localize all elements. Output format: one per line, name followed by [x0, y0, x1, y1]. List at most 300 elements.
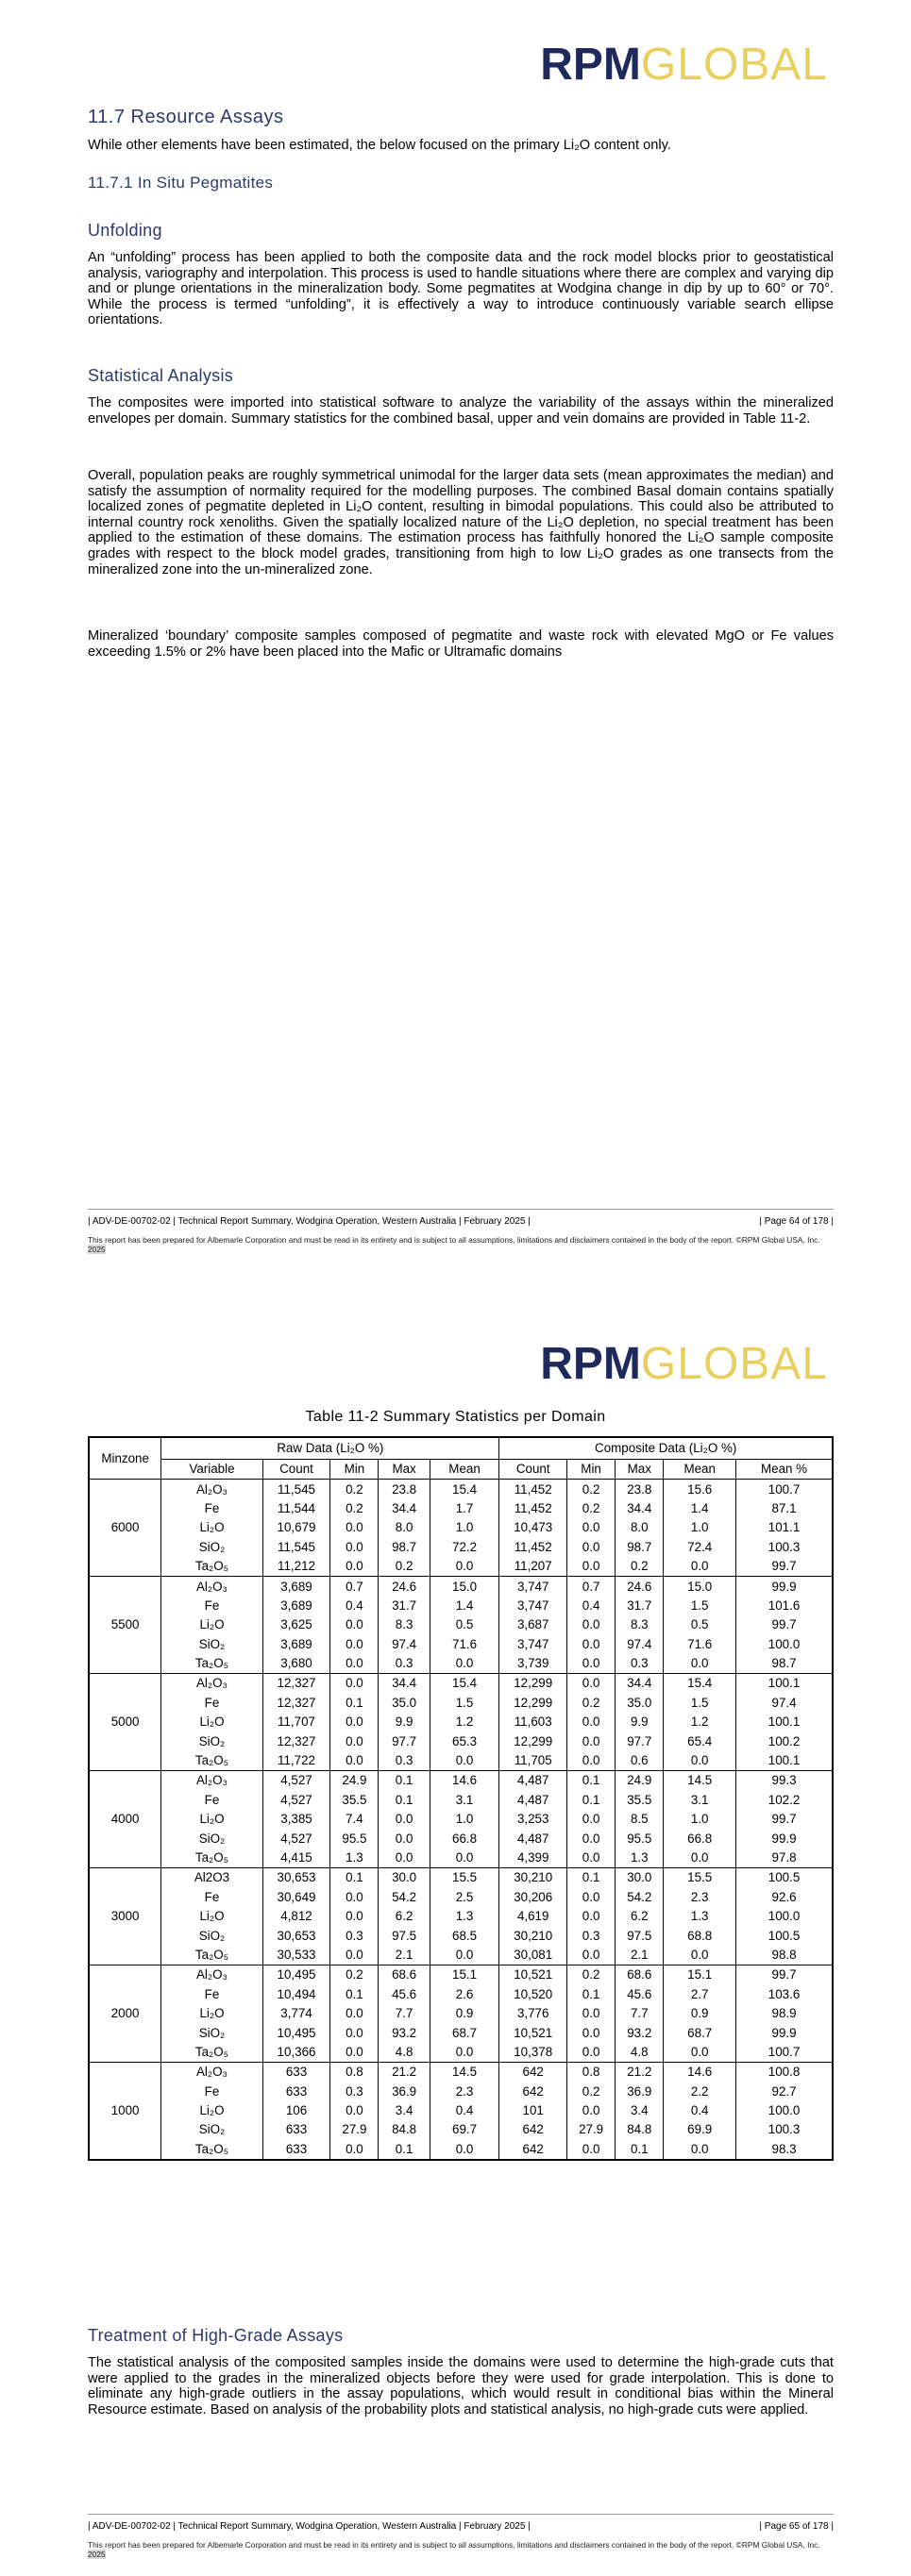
footer-document-info: | ADV-DE-00702-02 | Technical Report Summary, Wodgina Operation, Western Australia | February 2025 |	[88, 2521, 531, 2532]
header-minzone: Minzone	[89, 1437, 161, 1480]
cell-raw-max: 24.6	[379, 1577, 430, 1597]
cell-comp-count: 11,452	[499, 1480, 567, 1499]
cell-comp-mean: 14.6	[664, 2063, 736, 2083]
cell-mean-percent: 100.1	[736, 1674, 833, 1694]
cell-raw-mean: 15.1	[430, 1965, 499, 1985]
cell-raw-max: 35.0	[379, 1694, 430, 1713]
cell-raw-max: 34.4	[379, 1499, 430, 1518]
cell-comp-max: 0.2	[616, 1557, 664, 1577]
table-row	[89, 1907, 833, 1926]
cell-raw-count: 11,544	[262, 1499, 330, 1518]
cell-raw-count: 30,653	[262, 1868, 330, 1888]
cell-raw-max: 93.2	[379, 2023, 430, 2042]
cell-raw-mean: 3.1	[430, 1791, 499, 1810]
cell-raw-min: 0.0	[330, 1557, 379, 1577]
cell-comp-count: 12,299	[499, 1731, 567, 1750]
minzone-cell: 4000	[89, 1771, 161, 1868]
cell-variable: SiO₂	[161, 1538, 262, 1557]
cell-comp-mean: 72.4	[664, 1538, 736, 1557]
cell-raw-min: 0.1	[330, 1694, 379, 1713]
cell-comp-count: 3,739	[499, 1654, 567, 1674]
cell-comp-count: 12,299	[499, 1674, 567, 1694]
disclaimer-text: This report has been prepared for Albemarle Corporation and must be read in its entirety and is subject to all assumptions, limitations and disclaimers contained in the body of the report. ©RPM Global USA, Inc.	[88, 1235, 820, 1245]
cell-comp-count: 642	[499, 2083, 567, 2101]
table-row	[89, 1731, 833, 1750]
cell-mean-percent: 87.1	[736, 1499, 833, 1518]
cell-comp-mean: 1.4	[664, 1499, 736, 1518]
cell-raw-min: 0.0	[330, 1731, 379, 1750]
cell-comp-count: 3,747	[499, 1577, 567, 1597]
cell-comp-max: 8.5	[616, 1810, 664, 1829]
cell-raw-max: 4.8	[379, 2043, 430, 2063]
cell-raw-count: 3,625	[262, 1615, 330, 1634]
cell-raw-min: 0.0	[330, 1518, 379, 1537]
cell-raw-mean: 0.4	[430, 2101, 499, 2120]
cell-raw-count: 4,527	[262, 1829, 330, 1848]
cell-raw-mean: 0.0	[430, 1751, 499, 1771]
cell-comp-count: 10,521	[499, 1965, 567, 1985]
cell-raw-mean: 15.0	[430, 1577, 499, 1597]
cell-raw-mean: 0.9	[430, 2004, 499, 2023]
cell-raw-min: 0.7	[330, 1577, 379, 1597]
cell-mean-percent: 101.6	[736, 1597, 833, 1615]
cell-comp-min: 0.0	[567, 1751, 616, 1771]
cell-comp-max: 23.8	[616, 1480, 664, 1499]
cell-comp-mean: 1.2	[664, 1713, 736, 1731]
table-row	[89, 1771, 833, 1791]
cell-mean-percent: 99.9	[736, 1577, 833, 1597]
cell-comp-mean: 2.2	[664, 2083, 736, 2101]
table-row	[89, 1577, 833, 1597]
high-grade-paragraph: The statistical analysis of the composited samples inside the domains were used to determine the high-grade cuts that were applied to the grades in the mineralized objects before they were used for grade interpolation. This is done to eliminate any high-grade outliers in the assay populations, which would result in conditional bias within the Mineral Resource estimate. Based on analysis of the probability plots and statistical analysis, no high-grade cuts were applied.	[88, 2355, 834, 2417]
cell-raw-max: 7.7	[379, 2004, 430, 2023]
cell-variable: Ta₂O₅	[161, 1654, 262, 1674]
cell-raw-mean: 15.4	[430, 1674, 499, 1694]
cell-raw-mean: 66.8	[430, 1829, 499, 1848]
table-row	[89, 1674, 833, 1694]
cell-comp-min: 0.7	[567, 1577, 616, 1597]
cell-mean-percent: 100.3	[736, 2120, 833, 2139]
header-variable: Variable	[161, 1460, 262, 1480]
cell-raw-mean: 65.3	[430, 1731, 499, 1750]
statistical-paragraph-1: The composites were imported into statistical software to analyze the variability of the assays within the mineralized envelopes per domain. Summary statistics for the combined basal, upper and vein domains are provided in Table 11-2.	[88, 395, 834, 427]
table-row	[89, 2140, 833, 2160]
cell-mean-percent: 100.8	[736, 2063, 833, 2083]
cell-raw-min: 0.2	[330, 1499, 379, 1518]
cell-mean-percent: 92.6	[736, 1888, 833, 1907]
cell-comp-max: 24.9	[616, 1771, 664, 1791]
table-row	[89, 1480, 833, 1499]
footer-disclaimer	[88, 1235, 834, 1254]
cell-raw-count: 4,527	[262, 1771, 330, 1791]
cell-raw-mean: 1.0	[430, 1518, 499, 1537]
cell-comp-mean: 1.5	[664, 1694, 736, 1713]
cell-raw-max: 34.4	[379, 1674, 430, 1694]
cell-comp-count: 4,399	[499, 1848, 567, 1868]
cell-comp-min: 0.0	[567, 2043, 616, 2063]
cell-raw-min: 0.0	[330, 1654, 379, 1674]
cell-variable: Fe	[161, 1791, 262, 1810]
cell-raw-max: 0.0	[379, 1810, 430, 1829]
cell-raw-min: 0.2	[330, 1480, 379, 1499]
cell-comp-max: 2.1	[616, 1946, 664, 1965]
table-row	[89, 1926, 833, 1945]
cell-raw-min: 0.0	[330, 1615, 379, 1634]
cell-variable: Li₂O	[161, 1518, 262, 1537]
cell-comp-max: 54.2	[616, 1888, 664, 1907]
cell-comp-mean: 0.0	[664, 1751, 736, 1771]
cell-comp-mean: 15.6	[664, 1480, 736, 1499]
cell-comp-mean: 71.6	[664, 1635, 736, 1654]
cell-raw-mean: 72.2	[430, 1538, 499, 1557]
cell-comp-mean: 1.3	[664, 1907, 736, 1926]
cell-raw-count: 10,366	[262, 2043, 330, 2063]
cell-comp-mean: 3.1	[664, 1791, 736, 1810]
cell-raw-count: 633	[262, 2120, 330, 2139]
cell-comp-count: 3,687	[499, 1615, 567, 1634]
cell-comp-count: 642	[499, 2140, 567, 2160]
cell-raw-count: 10,495	[262, 1965, 330, 1985]
cell-comp-mean: 0.0	[664, 1557, 736, 1577]
cell-raw-mean: 14.5	[430, 2063, 499, 2083]
cell-raw-mean: 1.7	[430, 1499, 499, 1518]
cell-comp-min: 0.3	[567, 1926, 616, 1945]
cell-comp-max: 35.0	[616, 1694, 664, 1713]
cell-comp-mean: 0.9	[664, 2004, 736, 2023]
cell-comp-max: 4.8	[616, 2043, 664, 2063]
cell-raw-mean: 1.0	[430, 1810, 499, 1829]
cell-raw-min: 0.0	[330, 2023, 379, 2042]
cell-comp-mean: 0.0	[664, 1848, 736, 1868]
table-row	[89, 1557, 833, 1577]
cell-comp-max: 97.7	[616, 1731, 664, 1750]
cell-raw-mean: 14.6	[430, 1771, 499, 1791]
cell-variable: Ta₂O₅	[161, 1557, 262, 1577]
cell-raw-max: 23.8	[379, 1480, 430, 1499]
cell-variable: Ta₂O₅	[161, 1751, 262, 1771]
cell-comp-max: 7.7	[616, 2004, 664, 2023]
cell-raw-min: 0.2	[330, 1965, 379, 1985]
table-row	[89, 1635, 833, 1654]
cell-raw-max: 0.1	[379, 1791, 430, 1810]
cell-comp-min: 0.8	[567, 2063, 616, 2083]
cell-comp-mean: 15.4	[664, 1674, 736, 1694]
cell-raw-mean: 0.0	[430, 2140, 499, 2160]
cell-raw-max: 3.4	[379, 2101, 430, 2120]
cell-comp-min: 0.0	[567, 1848, 616, 1868]
cell-comp-max: 30.0	[616, 1868, 664, 1888]
cell-raw-count: 633	[262, 2083, 330, 2101]
cell-comp-count: 642	[499, 2063, 567, 2083]
summary-statistics-table	[88, 1436, 834, 2161]
cell-comp-max: 97.4	[616, 1635, 664, 1654]
minzone-cell: 5500	[89, 1577, 161, 1674]
cell-comp-count: 10,473	[499, 1518, 567, 1537]
header-composite-mean: Mean	[664, 1460, 736, 1480]
cell-raw-min: 1.3	[330, 1848, 379, 1868]
cell-variable: SiO₂	[161, 1731, 262, 1750]
cell-raw-min: 0.0	[330, 1713, 379, 1731]
cell-comp-count: 3,747	[499, 1597, 567, 1615]
cell-mean-percent: 100.1	[736, 1713, 833, 1731]
cell-raw-min: 27.9	[330, 2120, 379, 2139]
cell-raw-max: 98.7	[379, 1538, 430, 1557]
cell-raw-count: 12,327	[262, 1731, 330, 1750]
cell-mean-percent: 99.3	[736, 1771, 833, 1791]
cell-raw-mean: 0.0	[430, 2043, 499, 2063]
cell-comp-max: 24.6	[616, 1577, 664, 1597]
header-max: Max	[379, 1460, 430, 1480]
cell-comp-mean: 0.0	[664, 1946, 736, 1965]
table-row	[89, 1597, 833, 1615]
cell-comp-max: 45.6	[616, 1985, 664, 2004]
cell-comp-min: 0.0	[567, 1615, 616, 1634]
cell-raw-min: 0.1	[330, 1985, 379, 2004]
logo-rpm: RPM	[540, 1339, 641, 1389]
cell-raw-mean: 68.5	[430, 1926, 499, 1945]
cell-comp-max: 68.6	[616, 1965, 664, 1985]
cell-comp-min: 0.0	[567, 1538, 616, 1557]
cell-comp-max: 0.6	[616, 1751, 664, 1771]
cell-raw-max: 2.1	[379, 1946, 430, 1965]
cell-comp-min: 0.1	[567, 1791, 616, 1810]
cell-raw-min: 7.4	[330, 1810, 379, 1829]
cell-raw-min: 0.0	[330, 1538, 379, 1557]
cell-raw-min: 0.0	[330, 1751, 379, 1771]
cell-variable: Li₂O	[161, 1713, 262, 1731]
cell-comp-min: 0.0	[567, 2101, 616, 2120]
cell-comp-mean: 1.5	[664, 1597, 736, 1615]
cell-comp-min: 0.0	[567, 1907, 616, 1926]
cell-comp-max: 84.8	[616, 2120, 664, 2139]
cell-raw-max: 6.2	[379, 1907, 430, 1926]
cell-variable: Fe	[161, 1985, 262, 2004]
cell-mean-percent: 100.7	[736, 1480, 833, 1499]
cell-comp-max: 21.2	[616, 2063, 664, 2083]
cell-raw-max: 0.3	[379, 1751, 430, 1771]
cell-comp-count: 11,603	[499, 1713, 567, 1731]
cell-variable: Li₂O	[161, 1810, 262, 1829]
footer-rule	[88, 1209, 834, 1210]
cell-comp-mean: 2.7	[664, 1985, 736, 2004]
cell-raw-max: 0.0	[379, 1848, 430, 1868]
footer-page-number: | Page 64 of 178 |	[759, 1216, 834, 1227]
cell-comp-min: 0.0	[567, 1713, 616, 1731]
cell-variable: Al₂O₃	[161, 1480, 262, 1499]
cell-comp-max: 35.5	[616, 1791, 664, 1810]
minzone-cell: 1000	[89, 2063, 161, 2160]
footer-disclaimer	[88, 2540, 834, 2559]
cell-raw-min: 0.0	[330, 1907, 379, 1926]
cell-comp-max: 34.4	[616, 1674, 664, 1694]
cell-raw-count: 3,689	[262, 1635, 330, 1654]
cell-comp-count: 101	[499, 2101, 567, 2120]
table-row	[89, 2101, 833, 2120]
footer-document-info: | ADV-DE-00702-02 | Technical Report Summary, Wodgina Operation, Western Australia | February 2025 |	[88, 1216, 531, 1227]
cell-comp-min: 0.0	[567, 1557, 616, 1577]
cell-comp-count: 11,207	[499, 1557, 567, 1577]
cell-comp-count: 30,081	[499, 1946, 567, 1965]
cell-comp-min: 0.1	[567, 1868, 616, 1888]
cell-mean-percent: 100.2	[736, 1731, 833, 1750]
cell-variable: Al2O3	[161, 1868, 262, 1888]
cell-comp-min: 0.0	[567, 1731, 616, 1750]
cell-variable: Ta₂O₅	[161, 1946, 262, 1965]
cell-comp-max: 0.1	[616, 2140, 664, 2160]
cell-raw-mean: 71.6	[430, 1635, 499, 1654]
header-min: Min	[330, 1460, 379, 1480]
cell-raw-min: 0.0	[330, 1946, 379, 1965]
cell-comp-max: 34.4	[616, 1499, 664, 1518]
cell-raw-max: 0.1	[379, 1771, 430, 1791]
cell-comp-mean: 15.5	[664, 1868, 736, 1888]
cell-comp-min: 0.0	[567, 1810, 616, 1829]
cell-raw-count: 106	[262, 2101, 330, 2120]
cell-comp-min: 0.2	[567, 1694, 616, 1713]
cell-raw-count: 10,679	[262, 1518, 330, 1537]
cell-comp-min: 0.2	[567, 1499, 616, 1518]
cell-variable: SiO₂	[161, 1635, 262, 1654]
cell-raw-min: 0.0	[330, 1674, 379, 1694]
cell-raw-count: 30,653	[262, 1926, 330, 1945]
cell-comp-min: 0.0	[567, 1674, 616, 1694]
cell-comp-mean: 1.0	[664, 1518, 736, 1537]
cell-raw-max: 97.5	[379, 1926, 430, 1945]
cell-comp-max: 31.7	[616, 1597, 664, 1615]
footer-rule	[88, 2514, 834, 2515]
cell-mean-percent: 97.8	[736, 1848, 833, 1868]
cell-raw-count: 3,689	[262, 1597, 330, 1615]
cell-comp-count: 642	[499, 2120, 567, 2139]
cell-comp-min: 0.1	[567, 1985, 616, 2004]
cell-comp-count: 10,520	[499, 1985, 567, 2004]
cell-comp-count: 4,487	[499, 1791, 567, 1810]
table-row	[89, 1615, 833, 1634]
cell-mean-percent: 100.5	[736, 1926, 833, 1945]
cell-comp-mean: 0.5	[664, 1615, 736, 1634]
cell-raw-mean: 2.6	[430, 1985, 499, 2004]
cell-comp-min: 0.2	[567, 1480, 616, 1499]
cell-raw-max: 97.4	[379, 1635, 430, 1654]
cell-mean-percent: 98.9	[736, 2004, 833, 2023]
cell-raw-min: 0.0	[330, 1635, 379, 1654]
cell-mean-percent: 99.7	[736, 1615, 833, 1634]
cell-comp-max: 3.4	[616, 2101, 664, 2120]
cell-comp-max: 6.2	[616, 1907, 664, 1926]
cell-mean-percent: 100.3	[736, 1538, 833, 1557]
section-intro: While other elements have been estimated, the below focused on the primary Li₂O content only.	[88, 138, 671, 153]
cell-comp-min: 0.0	[567, 2140, 616, 2160]
cell-mean-percent: 100.5	[736, 1868, 833, 1888]
cell-comp-min: 0.2	[567, 1965, 616, 1985]
table-row	[89, 1694, 833, 1713]
cell-mean-percent: 99.9	[736, 1829, 833, 1848]
cell-comp-min: 0.2	[567, 2083, 616, 2101]
cell-raw-count: 3,680	[262, 1654, 330, 1674]
cell-raw-min: 24.9	[330, 1771, 379, 1791]
cell-comp-count: 11,452	[499, 1538, 567, 1557]
cell-raw-count: 12,327	[262, 1674, 330, 1694]
cell-raw-max: 54.2	[379, 1888, 430, 1907]
cell-raw-count: 3,689	[262, 1577, 330, 1597]
cell-raw-count: 3,385	[262, 1810, 330, 1829]
cell-comp-min: 27.9	[567, 2120, 616, 2139]
table-row	[89, 2120, 833, 2139]
cell-raw-mean: 0.0	[430, 1946, 499, 1965]
header-raw-data: Raw Data (Li₂O %)	[161, 1437, 499, 1460]
cell-raw-min: 95.5	[330, 1829, 379, 1848]
cell-comp-max: 8.0	[616, 1518, 664, 1537]
cell-raw-min: 0.0	[330, 2101, 379, 2120]
header-composite-min: Min	[567, 1460, 616, 1480]
cell-raw-count: 12,327	[262, 1694, 330, 1713]
cell-variable: Li₂O	[161, 2004, 262, 2023]
cell-comp-min: 0.0	[567, 1635, 616, 1654]
cell-raw-max: 45.6	[379, 1985, 430, 2004]
cell-raw-max: 31.7	[379, 1597, 430, 1615]
minzone-cell: 5000	[89, 1674, 161, 1771]
cell-comp-mean: 15.1	[664, 1965, 736, 1985]
minzone-cell: 3000	[89, 1868, 161, 1965]
footer-page-number: | Page 65 of 178 |	[759, 2521, 834, 2532]
cell-variable: SiO₂	[161, 2120, 262, 2139]
cell-variable: Al₂O₃	[161, 1965, 262, 1985]
statistical-paragraph-2: Overall, population peaks are roughly symmetrical unimodal for the larger data sets (mean approximates the median) and satisfy the assumption of normality required for the modelling purposes. The combined Basal domain contains spatially localized zones of pegmatite depleted in Li₂O content, resulting in bimodal populations. This could also be attributed to internal country rock xenoliths. Given the spatially localized nature of the Li₂O depletion, no special treatment has been applied to the estimation of these domains. The estimation process has faithfully honored the Li₂O sample composite grades with respect to the block model grades, transitioning from high to low Li₂O grades as one transects from the mineralized zone into the un-mineralized zone.	[88, 468, 834, 577]
table-row	[89, 1791, 833, 1810]
cell-raw-mean: 2.5	[430, 1888, 499, 1907]
cell-comp-min: 0.0	[567, 1946, 616, 1965]
cell-variable: SiO₂	[161, 1926, 262, 1945]
cell-variable: Ta₂O₅	[161, 2043, 262, 2063]
cell-variable: Fe	[161, 1694, 262, 1713]
cell-comp-count: 10,521	[499, 2023, 567, 2042]
cell-comp-max: 98.7	[616, 1538, 664, 1557]
cell-variable: Al₂O₃	[161, 1674, 262, 1694]
cell-raw-min: 0.0	[330, 2140, 379, 2160]
cell-comp-count: 3,747	[499, 1635, 567, 1654]
header-mean-percent: Mean %	[736, 1460, 833, 1480]
cell-comp-mean: 65.4	[664, 1731, 736, 1750]
table-row	[89, 1946, 833, 1965]
cell-comp-count: 30,210	[499, 1868, 567, 1888]
disclaimer-year: 2025	[88, 1245, 106, 1254]
cell-mean-percent: 97.4	[736, 1694, 833, 1713]
page-footer	[88, 1216, 834, 1227]
cell-variable: Ta₂O₅	[161, 2140, 262, 2160]
page-footer	[88, 2521, 834, 2532]
cell-raw-min: 0.0	[330, 2004, 379, 2023]
company-logo	[540, 42, 828, 88]
cell-raw-mean: 69.7	[430, 2120, 499, 2139]
cell-mean-percent: 101.1	[736, 1518, 833, 1537]
cell-comp-mean: 14.5	[664, 1771, 736, 1791]
cell-raw-min: 0.8	[330, 2063, 379, 2083]
cell-mean-percent: 98.3	[736, 2140, 833, 2160]
cell-mean-percent: 92.7	[736, 2083, 833, 2101]
header-composite-max: Max	[616, 1460, 664, 1480]
statistical-analysis-heading: Statistical Analysis	[88, 366, 234, 385]
table-row	[89, 1888, 833, 1907]
cell-raw-count: 11,707	[262, 1713, 330, 1731]
cell-comp-max: 1.3	[616, 1848, 664, 1868]
cell-variable: Al₂O₃	[161, 2063, 262, 2083]
cell-mean-percent: 100.0	[736, 1635, 833, 1654]
table-row	[89, 1985, 833, 2004]
table-row	[89, 1810, 833, 1829]
cell-mean-percent: 100.7	[736, 2043, 833, 2063]
cell-mean-percent: 98.8	[736, 1946, 833, 1965]
cell-raw-max: 68.6	[379, 1965, 430, 1985]
